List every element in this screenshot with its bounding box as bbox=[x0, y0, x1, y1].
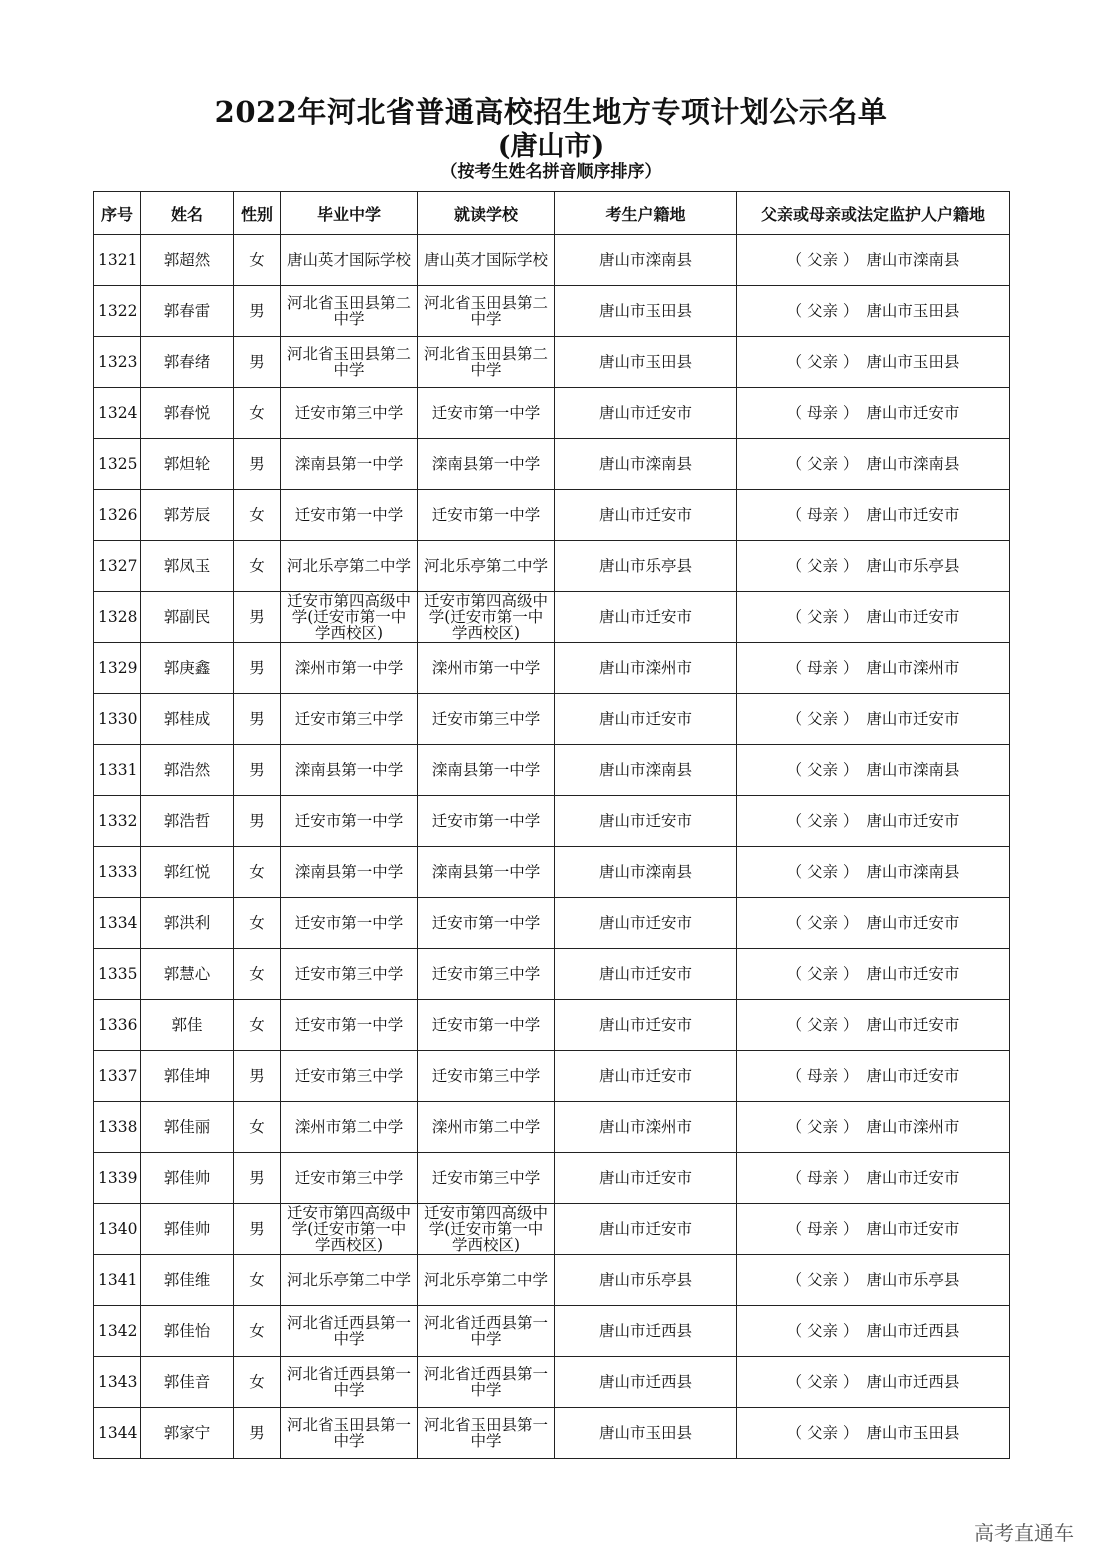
cell-graduation-school: 迁安市第一中学 bbox=[281, 490, 418, 541]
cell-gender: 女 bbox=[234, 388, 281, 439]
cell-student-name: 郭慧心 bbox=[141, 949, 234, 1000]
cell-guardian-residence bbox=[737, 694, 1010, 745]
cell-serial-number: 1324 bbox=[94, 388, 141, 439]
table-row bbox=[94, 1357, 1010, 1408]
cell-gender: 男 bbox=[234, 439, 281, 490]
guardian-residence-text: 唐山市玉田县 bbox=[866, 353, 960, 371]
cell-student-residence: 唐山市滦南县 bbox=[555, 235, 737, 286]
cell-student-name: 郭红悦 bbox=[141, 847, 234, 898]
guardian-residence-text: 唐山市迁安市 bbox=[866, 404, 960, 422]
cell-student-residence: 唐山市迁西县 bbox=[555, 1357, 737, 1408]
cell-student-name: 郭佳丽 bbox=[141, 1102, 234, 1153]
cell-serial-number: 1331 bbox=[94, 745, 141, 796]
cell-student-residence: 唐山市滦州市 bbox=[555, 1102, 737, 1153]
guardian-residence-text: 唐山市迁安市 bbox=[866, 608, 960, 626]
guardian-relation: （ 父亲 ） bbox=[786, 302, 859, 320]
cell-graduation-school: 迁安市第三中学 bbox=[281, 1051, 418, 1102]
cell-student-residence: 唐山市乐亭县 bbox=[555, 541, 737, 592]
cell-serial-number: 1332 bbox=[94, 796, 141, 847]
guardian-relation: （ 母亲 ） bbox=[786, 1067, 859, 1085]
cell-current-school: 唐山英才国际学校 bbox=[418, 235, 555, 286]
table-row bbox=[94, 1051, 1010, 1102]
cell-gender: 女 bbox=[234, 1306, 281, 1357]
cell-student-residence: 唐山市迁安市 bbox=[555, 1000, 737, 1051]
cell-student-name: 郭桂成 bbox=[141, 694, 234, 745]
cell-serial-number: 1321 bbox=[94, 235, 141, 286]
cell-student-residence: 唐山市迁安市 bbox=[555, 949, 737, 1000]
table-row bbox=[94, 286, 1010, 337]
table-row bbox=[94, 490, 1010, 541]
cell-graduation-school: 河北乐亭第二中学 bbox=[281, 541, 418, 592]
cell-guardian-residence bbox=[737, 1000, 1010, 1051]
cell-gender: 男 bbox=[234, 1408, 281, 1459]
cell-current-school: 迁安市第三中学 bbox=[418, 949, 555, 1000]
cell-student-name: 郭佳帅 bbox=[141, 1153, 234, 1204]
cell-student-name: 郭春雷 bbox=[141, 286, 234, 337]
cell-student-name: 郭炟轮 bbox=[141, 439, 234, 490]
cell-student-residence: 唐山市迁安市 bbox=[555, 1051, 737, 1102]
table-header-row bbox=[94, 192, 1010, 235]
cell-student-name: 郭庚鑫 bbox=[141, 643, 234, 694]
table-row bbox=[94, 898, 1010, 949]
table-row bbox=[94, 1000, 1010, 1051]
guardian-relation: （ 父亲 ） bbox=[786, 1016, 859, 1034]
guardian-residence-text: 唐山市迁安市 bbox=[866, 1169, 960, 1187]
cell-graduation-school: 河北省玉田县第一中学 bbox=[281, 1408, 418, 1459]
column-header-grad-school: 毕业中学 bbox=[281, 192, 418, 235]
table-row bbox=[94, 796, 1010, 847]
cell-student-residence: 唐山市迁安市 bbox=[555, 388, 737, 439]
cell-current-school: 河北省玉田县第二中学 bbox=[418, 337, 555, 388]
cell-student-name: 郭佳怡 bbox=[141, 1306, 234, 1357]
cell-serial-number: 1330 bbox=[94, 694, 141, 745]
guardian-relation: （ 父亲 ） bbox=[786, 455, 859, 473]
cell-graduation-school: 迁安市第一中学 bbox=[281, 1000, 418, 1051]
cell-guardian-residence bbox=[737, 643, 1010, 694]
table-row bbox=[94, 439, 1010, 490]
watermark-text: 高考直通车 bbox=[974, 1521, 1074, 1545]
guardian-relation: （ 父亲 ） bbox=[786, 761, 859, 779]
page-subtitle: (唐山市) bbox=[497, 131, 605, 162]
cell-serial-number: 1340 bbox=[94, 1204, 141, 1255]
cell-current-school: 迁安市第一中学 bbox=[418, 796, 555, 847]
cell-guardian-residence bbox=[737, 286, 1010, 337]
cell-serial-number: 1339 bbox=[94, 1153, 141, 1204]
cell-guardian-residence bbox=[737, 1408, 1010, 1459]
table-row bbox=[94, 592, 1010, 643]
cell-graduation-school: 河北乐亭第二中学 bbox=[281, 1255, 418, 1306]
table-row bbox=[94, 1306, 1010, 1357]
cell-student-name: 郭佳维 bbox=[141, 1255, 234, 1306]
table-row bbox=[94, 235, 1010, 286]
guardian-relation: （ 母亲 ） bbox=[786, 404, 859, 422]
cell-guardian-residence bbox=[737, 1153, 1010, 1204]
column-header-current-school: 就读学校 bbox=[418, 192, 555, 235]
cell-graduation-school: 迁安市第三中学 bbox=[281, 388, 418, 439]
guardian-relation: （ 母亲 ） bbox=[786, 1220, 859, 1238]
guardian-relation: （ 母亲 ） bbox=[786, 659, 859, 677]
cell-student-name: 郭佳 bbox=[141, 1000, 234, 1051]
cell-serial-number: 1333 bbox=[94, 847, 141, 898]
table-row bbox=[94, 1153, 1010, 1204]
column-header-guardian-residence: 父亲或母亲或法定监护人户籍地 bbox=[737, 192, 1010, 235]
guardian-relation: （ 父亲 ） bbox=[786, 914, 859, 932]
cell-current-school: 河北乐亭第二中学 bbox=[418, 1255, 555, 1306]
cell-graduation-school: 滦南县第一中学 bbox=[281, 847, 418, 898]
cell-gender: 男 bbox=[234, 796, 281, 847]
cell-student-residence: 唐山市滦南县 bbox=[555, 847, 737, 898]
cell-student-residence: 唐山市滦州市 bbox=[555, 643, 737, 694]
cell-student-residence: 唐山市乐亭县 bbox=[555, 1255, 737, 1306]
cell-student-name: 郭家宁 bbox=[141, 1408, 234, 1459]
guardian-relation: （ 父亲 ） bbox=[786, 251, 859, 269]
cell-current-school: 滦州市第一中学 bbox=[418, 643, 555, 694]
cell-serial-number: 1328 bbox=[94, 592, 141, 643]
cell-student-residence: 唐山市迁安市 bbox=[555, 592, 737, 643]
cell-current-school: 河北省迁西县第一中学 bbox=[418, 1306, 555, 1357]
cell-guardian-residence bbox=[737, 490, 1010, 541]
cell-graduation-school: 迁安市第三中学 bbox=[281, 949, 418, 1000]
cell-graduation-school: 迁安市第三中学 bbox=[281, 694, 418, 745]
cell-current-school: 滦南县第一中学 bbox=[418, 745, 555, 796]
table-row bbox=[94, 694, 1010, 745]
cell-current-school: 迁安市第三中学 bbox=[418, 1051, 555, 1102]
table-row bbox=[94, 1204, 1010, 1255]
page-title: 2022年河北省普通高校招生地方专项计划公示名单 bbox=[214, 95, 888, 129]
table-row bbox=[94, 949, 1010, 1000]
cell-gender: 女 bbox=[234, 490, 281, 541]
guardian-relation: （ 父亲 ） bbox=[786, 965, 859, 983]
cell-current-school: 迁安市第一中学 bbox=[418, 1000, 555, 1051]
cell-student-name: 郭浩哲 bbox=[141, 796, 234, 847]
cell-guardian-residence bbox=[737, 337, 1010, 388]
cell-guardian-residence bbox=[737, 1051, 1010, 1102]
cell-graduation-school: 滦州市第二中学 bbox=[281, 1102, 418, 1153]
cell-gender: 男 bbox=[234, 694, 281, 745]
cell-gender: 女 bbox=[234, 898, 281, 949]
column-header-no: 序号 bbox=[94, 192, 141, 235]
cell-student-residence: 唐山市迁西县 bbox=[555, 1306, 737, 1357]
cell-student-name: 郭凤玉 bbox=[141, 541, 234, 592]
guardian-residence-text: 唐山市迁安市 bbox=[866, 1220, 960, 1238]
cell-serial-number: 1322 bbox=[94, 286, 141, 337]
guardian-relation: （ 父亲 ） bbox=[786, 1118, 859, 1136]
guardian-relation: （ 父亲 ） bbox=[786, 710, 859, 728]
cell-serial-number: 1338 bbox=[94, 1102, 141, 1153]
cell-gender: 女 bbox=[234, 1255, 281, 1306]
cell-guardian-residence bbox=[737, 235, 1010, 286]
cell-student-residence: 唐山市迁安市 bbox=[555, 1204, 737, 1255]
column-header-name: 姓名 bbox=[141, 192, 234, 235]
guardian-residence-text: 唐山市滦州市 bbox=[866, 1118, 960, 1136]
cell-student-name: 郭佳音 bbox=[141, 1357, 234, 1408]
guardian-residence-text: 唐山市滦州市 bbox=[866, 659, 960, 677]
cell-graduation-school: 滦南县第一中学 bbox=[281, 439, 418, 490]
cell-gender: 男 bbox=[234, 286, 281, 337]
cell-gender: 男 bbox=[234, 1153, 281, 1204]
cell-student-residence: 唐山市迁安市 bbox=[555, 1153, 737, 1204]
cell-current-school: 迁安市第一中学 bbox=[418, 388, 555, 439]
cell-serial-number: 1327 bbox=[94, 541, 141, 592]
cell-gender: 男 bbox=[234, 1204, 281, 1255]
cell-serial-number: 1336 bbox=[94, 1000, 141, 1051]
guardian-residence-text: 唐山市迁安市 bbox=[866, 965, 960, 983]
guardian-residence-text: 唐山市迁安市 bbox=[866, 710, 960, 728]
guardian-residence-text: 唐山市玉田县 bbox=[866, 1424, 960, 1442]
guardian-residence-text: 唐山市迁安市 bbox=[866, 914, 960, 932]
cell-gender: 男 bbox=[234, 337, 281, 388]
table-row bbox=[94, 388, 1010, 439]
guardian-residence-text: 唐山市乐亭县 bbox=[866, 557, 960, 575]
cell-student-residence: 唐山市迁安市 bbox=[555, 898, 737, 949]
cell-student-name: 郭佳坤 bbox=[141, 1051, 234, 1102]
column-header-gender: 性别 bbox=[234, 192, 281, 235]
cell-current-school: 迁安市第一中学 bbox=[418, 490, 555, 541]
cell-student-residence: 唐山市滦南县 bbox=[555, 439, 737, 490]
cell-graduation-school: 迁安市第三中学 bbox=[281, 1153, 418, 1204]
table-row bbox=[94, 1102, 1010, 1153]
cell-gender: 女 bbox=[234, 1102, 281, 1153]
cell-serial-number: 1342 bbox=[94, 1306, 141, 1357]
cell-graduation-school: 河北省迁西县第一中学 bbox=[281, 1357, 418, 1408]
cell-guardian-residence bbox=[737, 541, 1010, 592]
cell-student-residence: 唐山市玉田县 bbox=[555, 286, 737, 337]
cell-serial-number: 1337 bbox=[94, 1051, 141, 1102]
cell-student-name: 郭佳帅 bbox=[141, 1204, 234, 1255]
guardian-residence-text: 唐山市迁安市 bbox=[866, 1067, 960, 1085]
guardian-residence-text: 唐山市迁西县 bbox=[866, 1373, 960, 1391]
cell-graduation-school: 河北省玉田县第二中学 bbox=[281, 337, 418, 388]
table-row bbox=[94, 847, 1010, 898]
cell-serial-number: 1335 bbox=[94, 949, 141, 1000]
cell-serial-number: 1341 bbox=[94, 1255, 141, 1306]
cell-serial-number: 1343 bbox=[94, 1357, 141, 1408]
cell-guardian-residence bbox=[737, 592, 1010, 643]
cell-guardian-residence bbox=[737, 1102, 1010, 1153]
cell-serial-number: 1329 bbox=[94, 643, 141, 694]
cell-serial-number: 1344 bbox=[94, 1408, 141, 1459]
cell-gender: 男 bbox=[234, 592, 281, 643]
cell-guardian-residence bbox=[737, 439, 1010, 490]
cell-student-name: 郭副民 bbox=[141, 592, 234, 643]
cell-current-school: 滦州市第二中学 bbox=[418, 1102, 555, 1153]
table-row bbox=[94, 745, 1010, 796]
table-row bbox=[94, 1408, 1010, 1459]
guardian-relation: （ 父亲 ） bbox=[786, 1271, 859, 1289]
cell-student-residence: 唐山市迁安市 bbox=[555, 490, 737, 541]
guardian-residence-text: 唐山市迁安市 bbox=[866, 506, 960, 524]
cell-current-school: 迁安市第三中学 bbox=[418, 1153, 555, 1204]
guardian-residence-text: 唐山市滦南县 bbox=[866, 761, 960, 779]
cell-student-residence: 唐山市玉田县 bbox=[555, 337, 737, 388]
table-row bbox=[94, 337, 1010, 388]
cell-student-name: 郭芳辰 bbox=[141, 490, 234, 541]
cell-graduation-school: 迁安市第四高级中学(迁安市第一中学西校区) bbox=[281, 592, 418, 643]
guardian-relation: （ 父亲 ） bbox=[786, 1424, 859, 1442]
cell-current-school: 滦南县第一中学 bbox=[418, 439, 555, 490]
guardian-residence-text: 唐山市迁西县 bbox=[866, 1322, 960, 1340]
table-row bbox=[94, 541, 1010, 592]
cell-student-name: 郭浩然 bbox=[141, 745, 234, 796]
table-body bbox=[94, 235, 1010, 1459]
guardian-residence-text: 唐山市滦南县 bbox=[866, 455, 960, 473]
guardian-residence-text: 唐山市乐亭县 bbox=[866, 1271, 960, 1289]
guardian-relation: （ 父亲 ） bbox=[786, 1373, 859, 1391]
cell-serial-number: 1326 bbox=[94, 490, 141, 541]
guardian-relation: （ 父亲 ） bbox=[786, 863, 859, 881]
cell-current-school: 滦南县第一中学 bbox=[418, 847, 555, 898]
cell-student-name: 郭超然 bbox=[141, 235, 234, 286]
cell-gender: 男 bbox=[234, 643, 281, 694]
column-header-residence: 考生户籍地 bbox=[555, 192, 737, 235]
cell-graduation-school: 迁安市第一中学 bbox=[281, 898, 418, 949]
guardian-residence-text: 唐山市滦南县 bbox=[866, 251, 960, 269]
cell-current-school: 迁安市第一中学 bbox=[418, 898, 555, 949]
cell-graduation-school: 迁安市第一中学 bbox=[281, 796, 418, 847]
cell-current-school: 迁安市第四高级中学(迁安市第一中学西校区) bbox=[418, 592, 555, 643]
cell-student-name: 郭洪利 bbox=[141, 898, 234, 949]
cell-student-name: 郭春绪 bbox=[141, 337, 234, 388]
cell-current-school: 迁安市第四高级中学(迁安市第一中学西校区) bbox=[418, 1204, 555, 1255]
table-row bbox=[94, 643, 1010, 694]
cell-graduation-school: 河北省玉田县第二中学 bbox=[281, 286, 418, 337]
cell-gender: 女 bbox=[234, 541, 281, 592]
guardian-relation: （ 母亲 ） bbox=[786, 506, 859, 524]
guardian-relation: （ 父亲 ） bbox=[786, 608, 859, 626]
cell-gender: 男 bbox=[234, 745, 281, 796]
table-row bbox=[94, 1255, 1010, 1306]
cell-graduation-school: 滦南县第一中学 bbox=[281, 745, 418, 796]
cell-guardian-residence bbox=[737, 745, 1010, 796]
cell-guardian-residence bbox=[737, 1204, 1010, 1255]
cell-student-residence: 唐山市迁安市 bbox=[555, 796, 737, 847]
cell-guardian-residence bbox=[737, 847, 1010, 898]
cell-guardian-residence bbox=[737, 388, 1010, 439]
cell-guardian-residence bbox=[737, 949, 1010, 1000]
cell-gender: 女 bbox=[234, 949, 281, 1000]
guardian-residence-text: 唐山市玉田县 bbox=[866, 302, 960, 320]
cell-current-school: 河北乐亭第二中学 bbox=[418, 541, 555, 592]
cell-gender: 男 bbox=[234, 1051, 281, 1102]
roster-table bbox=[93, 191, 1010, 1459]
guardian-relation: （ 父亲 ） bbox=[786, 557, 859, 575]
cell-guardian-residence bbox=[737, 1306, 1010, 1357]
cell-gender: 女 bbox=[234, 1357, 281, 1408]
guardian-relation: （ 父亲 ） bbox=[786, 353, 859, 371]
guardian-relation: （ 父亲 ） bbox=[786, 812, 859, 830]
cell-current-school: 河北省玉田县第一中学 bbox=[418, 1408, 555, 1459]
cell-gender: 女 bbox=[234, 235, 281, 286]
cell-graduation-school: 滦州市第一中学 bbox=[281, 643, 418, 694]
cell-gender: 女 bbox=[234, 1000, 281, 1051]
cell-serial-number: 1323 bbox=[94, 337, 141, 388]
cell-guardian-residence bbox=[737, 1357, 1010, 1408]
cell-serial-number: 1325 bbox=[94, 439, 141, 490]
guardian-relation: （ 父亲 ） bbox=[786, 1322, 859, 1340]
guardian-residence-text: 唐山市滦南县 bbox=[866, 863, 960, 881]
cell-student-residence: 唐山市滦南县 bbox=[555, 745, 737, 796]
cell-student-residence: 唐山市迁安市 bbox=[555, 694, 737, 745]
cell-gender: 女 bbox=[234, 847, 281, 898]
cell-graduation-school: 迁安市第四高级中学(迁安市第一中学西校区) bbox=[281, 1204, 418, 1255]
cell-guardian-residence bbox=[737, 1255, 1010, 1306]
guardian-residence-text: 唐山市迁安市 bbox=[866, 812, 960, 830]
cell-serial-number: 1334 bbox=[94, 898, 141, 949]
cell-current-school: 迁安市第三中学 bbox=[418, 694, 555, 745]
guardian-residence-text: 唐山市迁安市 bbox=[866, 1016, 960, 1034]
cell-graduation-school: 唐山英才国际学校 bbox=[281, 235, 418, 286]
cell-student-name: 郭春悦 bbox=[141, 388, 234, 439]
cell-guardian-residence bbox=[737, 898, 1010, 949]
sort-note: （按考生姓名拼音顺序排序） bbox=[440, 162, 662, 182]
cell-graduation-school: 河北省迁西县第一中学 bbox=[281, 1306, 418, 1357]
cell-student-residence: 唐山市玉田县 bbox=[555, 1408, 737, 1459]
cell-current-school: 河北省迁西县第一中学 bbox=[418, 1357, 555, 1408]
cell-current-school: 河北省玉田县第二中学 bbox=[418, 286, 555, 337]
guardian-relation: （ 母亲 ） bbox=[786, 1169, 859, 1187]
cell-guardian-residence bbox=[737, 796, 1010, 847]
